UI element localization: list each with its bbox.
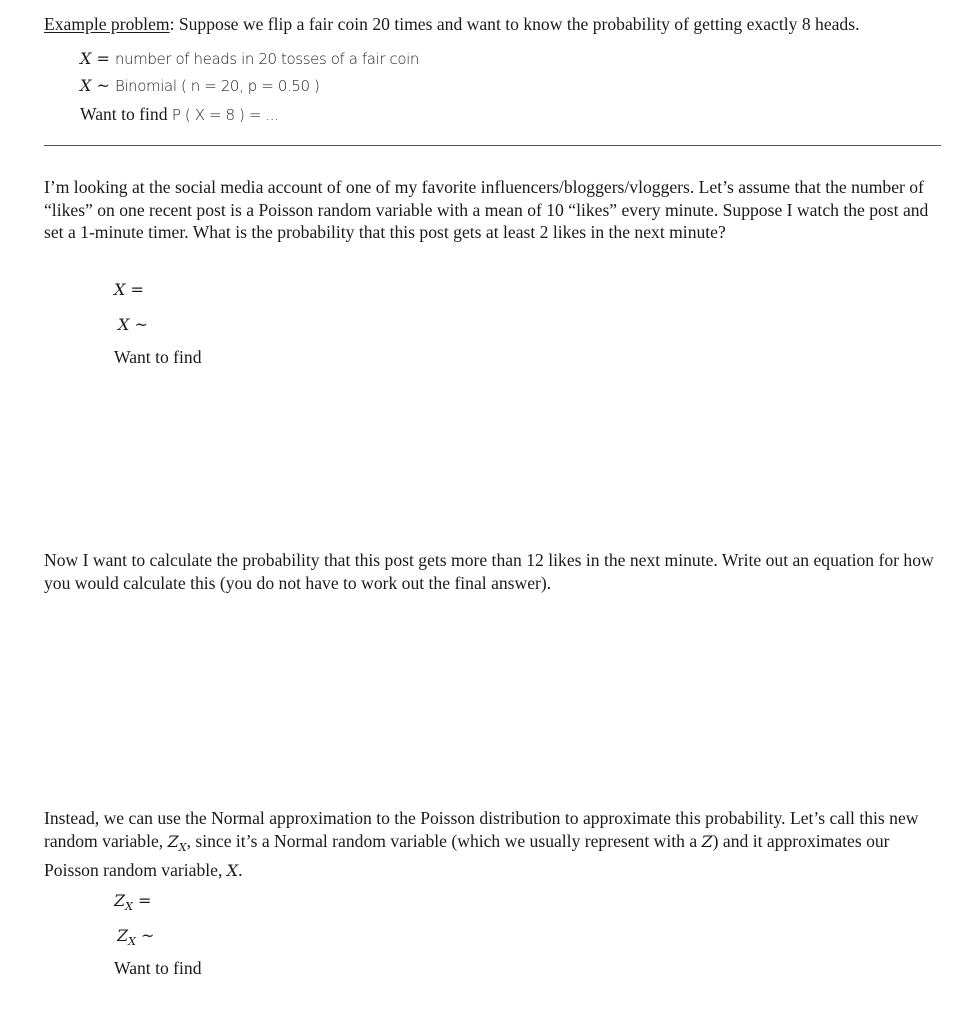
problem1-x-tilde-label: X ~ [118,315,148,334]
problem3-z-eq-var: Z [114,891,126,910]
problem3-z-tilde-var: Z [117,926,129,945]
example-equals: = [91,49,115,68]
problem3-text-part3: ) and it approximates our Poisson random variable, [44,830,890,880]
example-x-def: number of heads in 20 tosses of a fair coin [114,50,419,68]
problem3-z-var: Z [167,831,179,851]
problem3-z-eq-sub: X [125,900,133,913]
example-distribution [80,74,319,97]
problem1-text: I’m looking at the social media account of one of my favorite influencers/bloggers/vloggers. Let’s assume that the number of “likes” on one recent post is a Poisson random variable with a mean of 10 “likes” every minute. Suppose I watch the post and set a 1-minute timer. What is the probability that this post gets at least 2 likes in the next minute? [44,177,929,242]
problem1-want-to-find: Want to find [114,347,202,367]
problem3-z-plain: Z [701,831,713,851]
problem3-z-tilde [117,924,154,953]
example-problem-text: : Suppose we flip a fair coin 20 times and want to know the probability of getting exactly 8 heads. [169,14,860,34]
example-want-to-find [80,103,279,126]
example-x-definition [80,47,419,70]
problem3-text-part1: Instead, we can use the Normal approximation to the Poisson distribution to approximate this probability. Let’s call this new random variable, [44,808,919,851]
problem3-text [44,807,944,883]
problem3-want-to-find: Want to find [114,958,202,978]
example-problem-label: Example problem [44,14,170,34]
example-dist: Binomial ( n = 20, p = 0.50 ) [114,77,320,95]
example-problem-statement [44,13,944,36]
problem3-z-tilde-sub: X [128,935,136,948]
example-tilde: ~ [91,76,115,95]
problem1-x-eq-label: X = [114,280,144,299]
section-divider [44,145,941,146]
example-x-var-2: X [80,76,92,95]
problem3-z-tilde-op: ~ [135,926,155,945]
problem3-z-eq-op: = [132,891,152,910]
problem2-text: Now I want to calculate the probability that this post gets more than 12 likes in the next minute. Write out an equation for how you would calculate this (you do not have to work out the final answer). [44,550,934,593]
example-want-value: P ( X = 8 ) = ... [171,106,279,124]
problem3-text-part4: . [238,860,243,880]
problem1-x-tilde [118,313,148,336]
problem3-x-plain: X [226,861,239,880]
example-want-label: Want to find [80,104,172,124]
problem1-x-equals [114,278,144,301]
problem3-z-sub: X [178,840,187,854]
example-x-var: X [80,49,92,68]
problem3-z-equals [114,889,151,918]
problem3-text-part2: , since it’s a Normal random variable (which we usually represent with a [186,830,702,851]
